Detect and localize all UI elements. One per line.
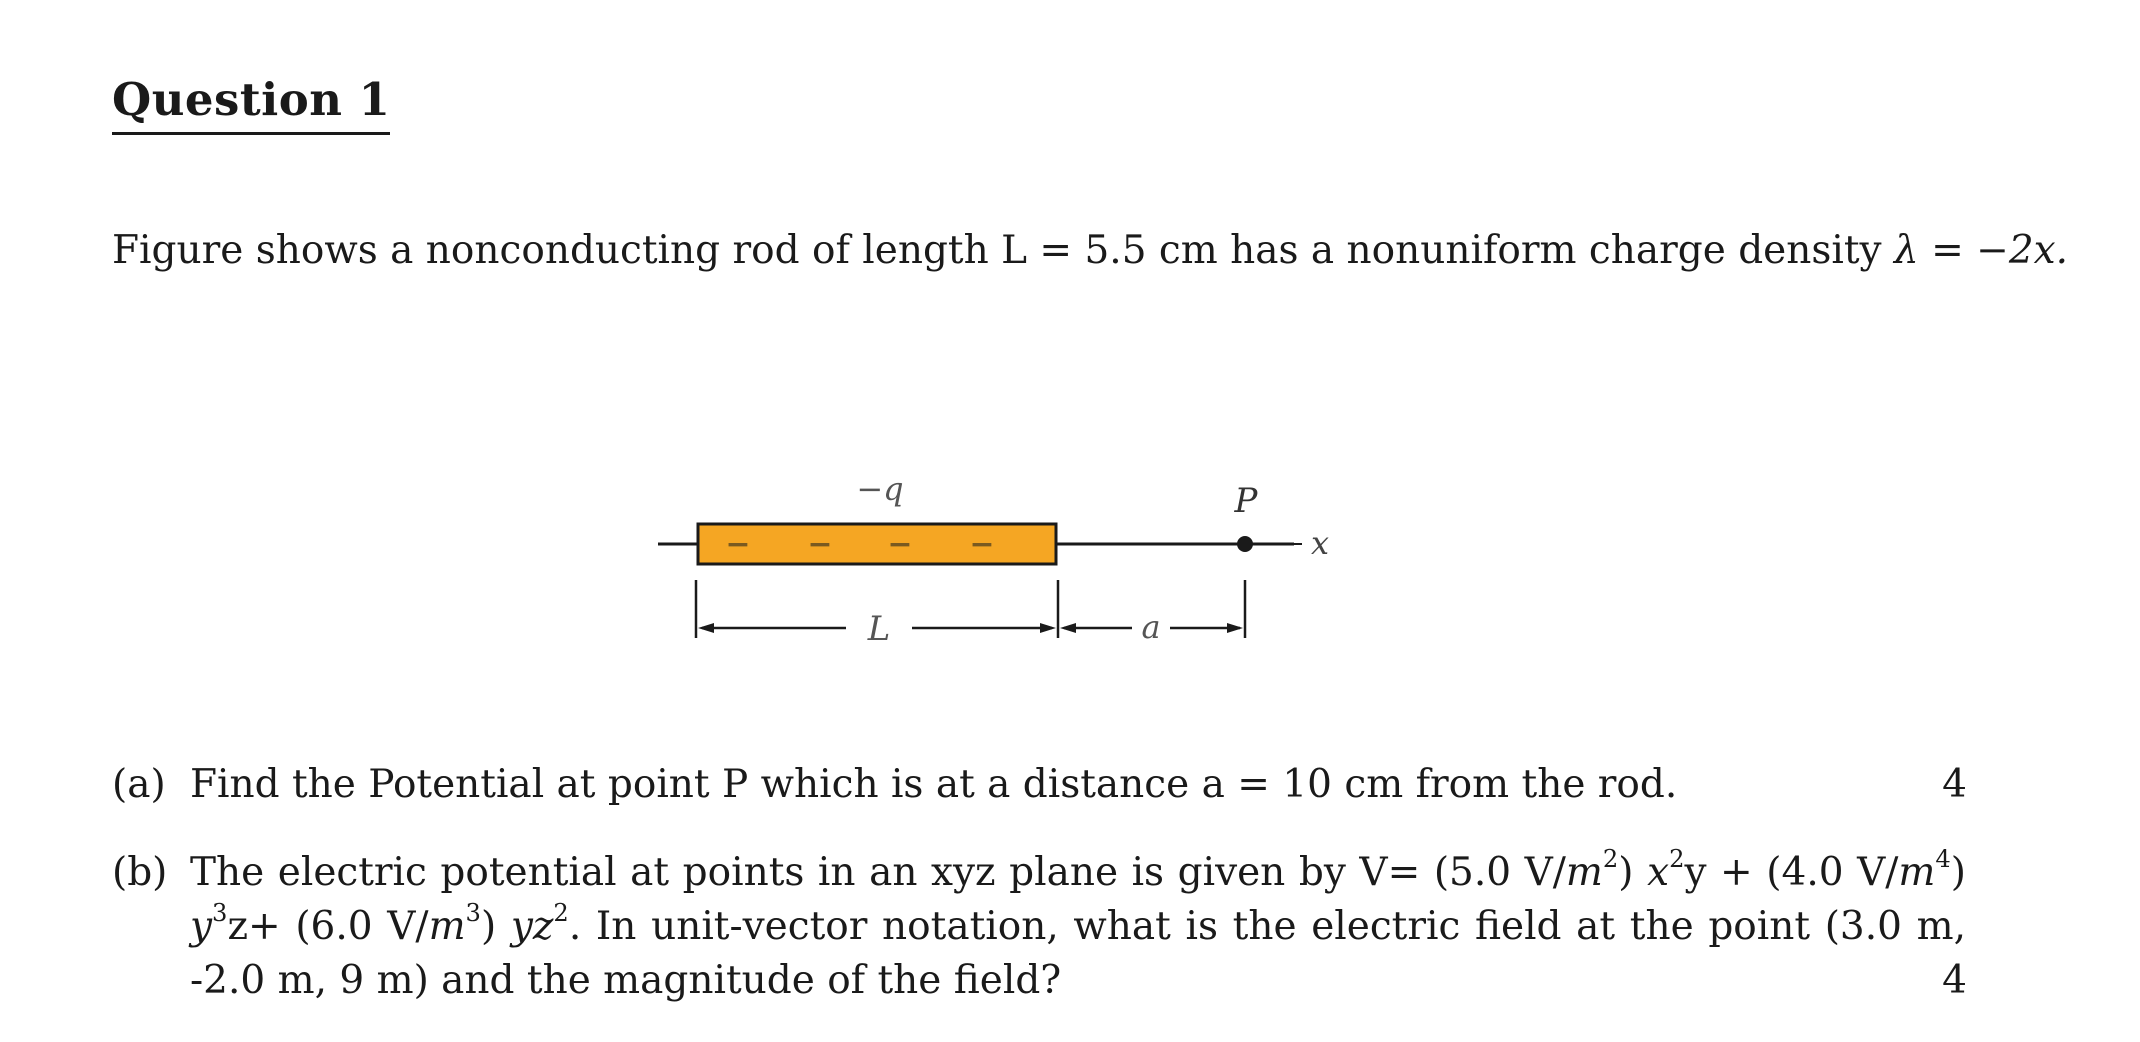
part-b-seg: z+ (6.0 V/	[227, 904, 429, 949]
intro-text: Figure shows a nonconducting rod of length L = 5.5 cm has a nonuniform charge density	[112, 228, 1894, 273]
point-p-label: P	[1234, 481, 1258, 521]
part-b-seg: )	[1950, 850, 1966, 895]
rod-sign-1: −	[725, 527, 751, 562]
part-b-seg: . In unit-vector notation, what is the electric field at the point (3.0 m, -2.0 m, 9 m) and the magnitude of the field?	[190, 904, 1966, 1003]
axis-x-label: x	[1310, 524, 1330, 562]
part-b-seg: )	[480, 904, 511, 949]
part-b-exp: 2	[1602, 845, 1619, 874]
part-a-text: Find the Potential at point P which is at a distance a = 10 cm from the rod.	[190, 762, 1678, 807]
part-b-exp: 2	[553, 899, 569, 928]
part-b-var: y	[190, 904, 213, 949]
part-b-seg: The electric potential at points in an xyz plane is given by V= (5.0 V/	[190, 850, 1566, 895]
dim-a-arrow-right	[1227, 623, 1243, 633]
charge-density-formula: λ = −2x.	[1893, 228, 2069, 273]
rod-figure	[650, 460, 1370, 680]
part-b-var: x	[1647, 850, 1670, 895]
dim-a-arrow-left	[1060, 623, 1076, 633]
part-b-marks: 4	[1942, 958, 1967, 1003]
point-p-dot	[1237, 536, 1253, 552]
charged-rod	[698, 524, 1056, 564]
part-a-marks: 4	[1942, 762, 1967, 807]
rod-sign-4: −	[969, 527, 995, 562]
part-a-label: (a)	[112, 762, 166, 807]
part-b-exp: 3	[465, 899, 481, 928]
part-b-exp: 4	[1935, 845, 1951, 874]
rod-sign-3: −	[887, 527, 913, 562]
part-b-exp: 2	[1669, 845, 1685, 874]
part-b-seg: y + (4.0 V/	[1684, 850, 1899, 895]
rod-sign-2: −	[807, 527, 833, 562]
part-b-unit: m	[428, 904, 466, 949]
part-b-var: yz	[510, 904, 554, 949]
part-b-label: (b)	[112, 850, 168, 895]
part-b-unit: m	[1898, 850, 1936, 895]
question-intro	[112, 226, 2069, 277]
question-title: Question 1	[112, 74, 390, 135]
part-b-exp: 3	[212, 899, 228, 928]
length-label: L	[867, 609, 891, 649]
dim-l-arrow-right	[1040, 623, 1056, 633]
dim-l-arrow-left	[698, 623, 714, 633]
part-b-seg: )	[1618, 850, 1648, 895]
part-a	[112, 758, 1967, 812]
part-b-unit: m	[1565, 850, 1603, 895]
part-b	[112, 846, 1967, 1016]
distance-label: a	[1141, 608, 1161, 646]
part-b-text	[190, 846, 1966, 1008]
charge-label: −q	[856, 470, 904, 508]
